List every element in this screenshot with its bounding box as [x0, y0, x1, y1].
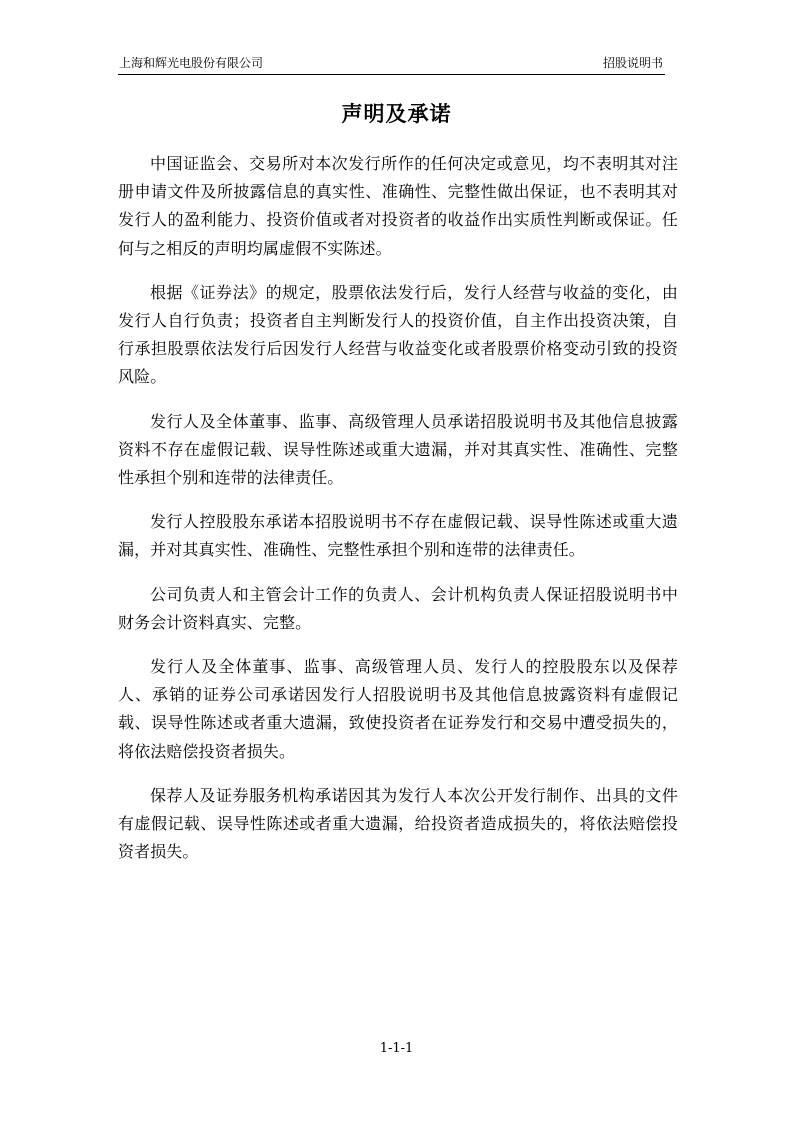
paragraph-sponsor-commitment: 保荐人及证券服务机构承诺因其为发行人本次公开发行制作、出具的文件有虚假记载、误导性陈述或者重大遗漏，给投资者造成损失的，将依法赔偿投资者损失。: [118, 785, 678, 862]
page-number: 1-1-1: [379, 1041, 414, 1056]
paragraph-securities-law: 根据《证券法》的规定，股票依法发行后，发行人经营与收益的变化，由发行人自行负责；投资者自主判断发行人的投资价值，自主作出投资决策，自行承担股票依法发行后因发行人经营与收益变化或者股票价格变动引致的投资风险。: [118, 282, 678, 387]
paragraph-directors-commitment: 发行人及全体董事、监事、高级管理人员承诺招股说明书及其他信息披露资料不存在虚假记载、误导性陈述或重大遗漏，并对其真实性、准确性、完整性承担个别和连带的法律责任。: [118, 411, 678, 488]
paragraph-controlling-shareholder: 发行人控股股东承诺本招股说明书不存在虚假记载、误导性陈述或重大遗漏，并对其真实性、准确性、完整性承担个别和连带的法律责任。: [118, 512, 678, 560]
paragraph-compensation-commitment: 发行人及全体董事、监事、高级管理人员、发行人的控股股东以及保荐人、承销的证券公司承诺因发行人招股说明书及其他信息披露资料有虚假记载、误导性陈述或者重大遗漏，致使投资者在证券发行和交易中遭受损失的，将依法赔偿投资者损失。: [118, 657, 678, 761]
paragraph-financial-responsibility: 公司负责人和主管会计工作的负责人、会计机构负责人保证招股说明书中财务会计资料真实、完整。: [118, 584, 678, 632]
header-document-type: 招股说明书: [602, 56, 663, 70]
header-company-name: 上海和辉光电股份有限公司: [119, 56, 264, 70]
page-header: [118, 52, 665, 75]
page-title: 声明及承诺: [341, 102, 452, 126]
paragraph-regulator-disclaimer: 中国证监会、交易所对本次发行所作的任何决定或意见，均不表明其对注册申请文件及所披露信息的真实性、准确性、完整性做出保证，也不表明其对发行人的盈利能力、投资价值或者对投资者的收益作出实质性判断或保证。任何与之相反的声明均属虚假不实陈述。: [118, 154, 678, 258]
declaration-body: [118, 150, 678, 882]
